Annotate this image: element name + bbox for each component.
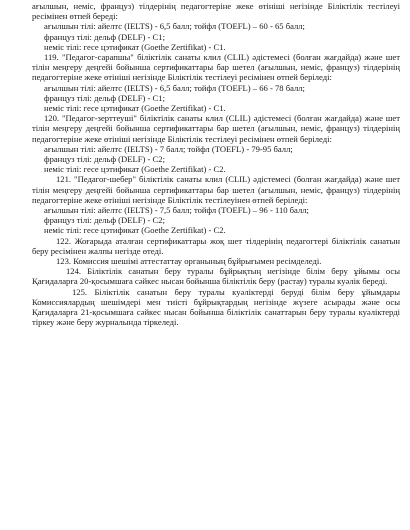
paragraph: 124. Біліктілік санатын беру туралы бұйрықтың негізінде білім беру ұйымы осы Қағидаларға 20-қосымшаға сәйкес нысан бойынша біліктілік беру (растау) туралы куәлік береді. (32, 266, 400, 287)
paragraph: француз тілі: дельф (DELF) - С1; (44, 31, 165, 42)
paragraph: француз тілі: дельф (DELF) - С2; (44, 215, 165, 226)
paragraph: ағылшын тілі: айелтс (IELTS) - 7,5 балл; тойфл (TOEFL) – 96 - 110 балл; (44, 205, 309, 216)
paragraph: ағылшын тілі: айелтс (IELTS) - 6,5 балл; тойфл (TOEFL) – 66 - 78 балл; (44, 82, 305, 93)
paragraph: ағылшын тілі: айелтс (IELTS) - 7 балл; тойфл (TOEFL) - 79-95 балл; (44, 143, 293, 154)
paragraph: француз тілі: дельф (DELF) - С1; (44, 92, 165, 103)
paragraph: 121. "Педагог-шебер" біліктілік санаты клил (CLIL) әдістемесі (болған жағдайда) және шет тілін меңгеру деңгейі бойынша сертификаттары бар шетел (ағылшын, неміс, француз) тілдерінің педагогтеріне жеке өтініші негізінде Біліктілік тестілеуінен өтпей беріледі: (32, 174, 400, 205)
paragraph: неміс тілі: гесе цэтификат (Goethe Zertifikat) - С1. (44, 103, 226, 114)
paragraph: 125. Біліктілік санатын беру туралы куәліктерді беруді білім беру ұйымдары Комиссиялардың шешімдері мен тиісті бұйрықтардың негізінде жүзеге асырады және осы Қағидаларға 21-қосымшаға сәйкес нысан бойынша біліктілік санаттарын беру туралы куәліктерді тіркеу және беру журналында тіркеледі. (32, 286, 400, 328)
paragraph: ағылшын тілі: айелтс (IELTS) - 6,5 балл; тойфл (TOEFL) – 60 - 65 балл; (44, 21, 305, 32)
paragraph: неміс тілі: гесе цэтификат (Goethe Zertifikat) - С2. (44, 164, 226, 175)
paragraph: неміс тілі: гесе цэтификат (Goethe Zertifikat) - С1. (44, 41, 226, 52)
paragraph: 123. Комиссия шешімі аттестаттау органының бұйрығымен ресімделеді. (56, 256, 322, 267)
paragraph: ағылшын, неміс, француз) тілдерінің педагогтеріне жеке өтініші негізінде Біліктілік тестілеуі ресімінен өтпей береді: (32, 1, 400, 22)
paragraph: 119. "Педагог-сарапшы" біліктілік санаты клил (CLIL) әдістемесі (болған жағдайда) және шет тілін меңгеру деңгейі бойынша сертификаттары бар шетел (ағылшын, неміс, француз) тілдерінің педагогтеріне жеке өтініші негізінде Біліктілік тестілеуі ресімінен өтпей беріледі: (32, 52, 400, 83)
paragraph: 122. Жоғарыда аталған сертификаттары жоқ шет тілдерінің педагогтері біліктілік санатын беру ресімінен жалпы негізде өтеді. (32, 235, 400, 256)
paragraph: француз тілі: дельф (DELF) - С2; (44, 154, 165, 165)
paragraph: 120. "Педагог-зерттеуші" біліктілік санаты клил (CLIL) әдістемесі (болған жағдайда) және шет тілін меңгеру деңгейі бойынша сертификаттары бар шетел (ағылшын, неміс, француз) тілдерінің педагогтеріне жеке өтініші негізінде Біліктілік тестілеуі ресімінен өтпей беріледі: (32, 113, 400, 144)
paragraph: неміс тілі: гесе цэтификат (Goethe Zertifikat) - С2. (44, 225, 226, 236)
